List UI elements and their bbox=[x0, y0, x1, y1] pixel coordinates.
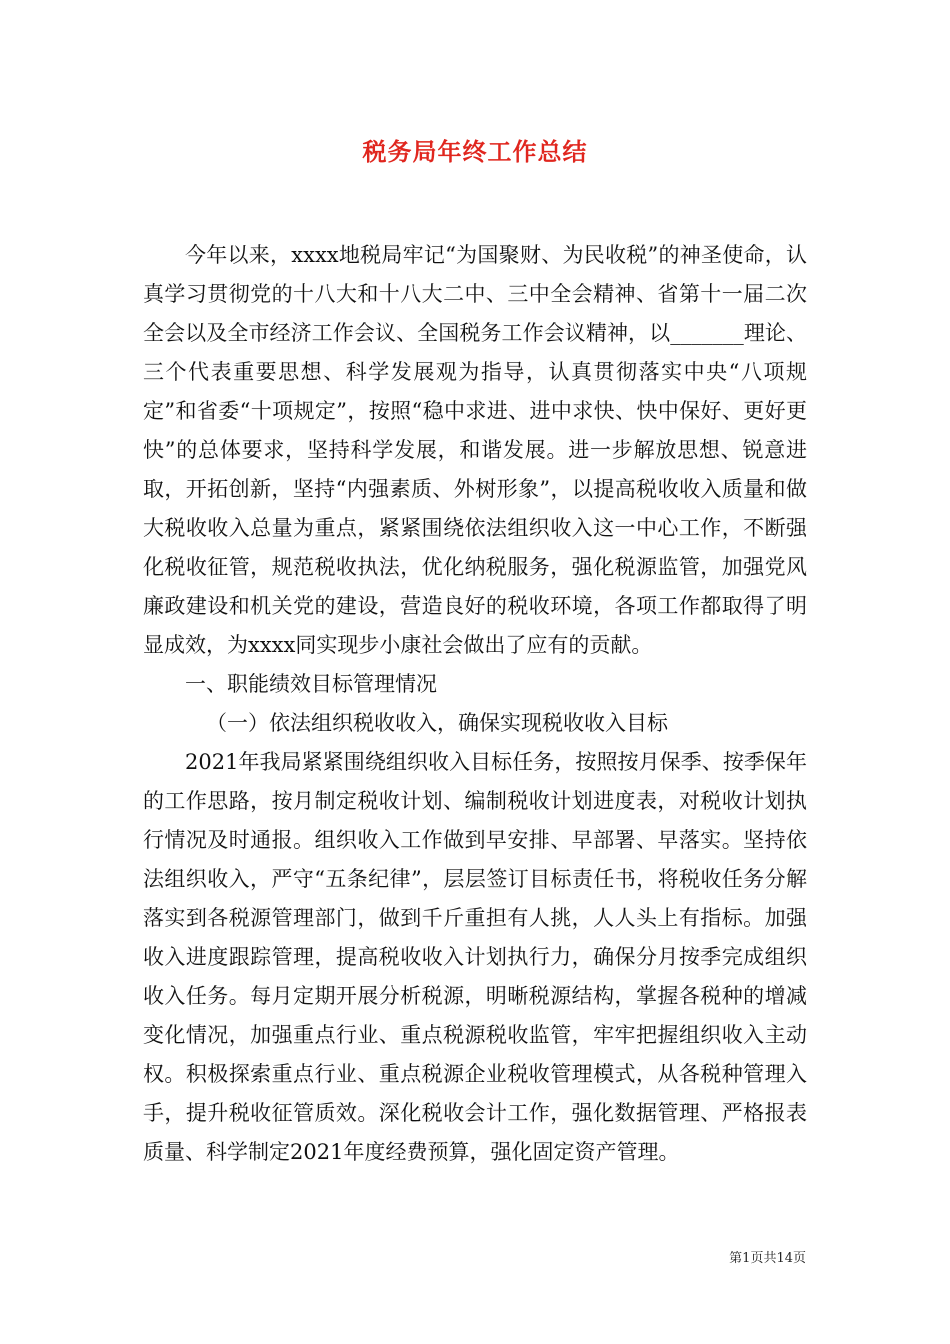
paragraph-intro: 今年以来，xxxx地税局牢记“为国聚财、为民收税”的神圣使命，认真学习贯彻党的十八大和十八大二中、三中全会精神、省第十一届二次全会以及全市经济工作会议、全国税务工作会议精神，以_______理论、三个代表重要思想、科学发展观为指导，认真贯彻落实中央“八项规定”和省委“十项规定”，按照“稳中求进、进中求快、快中保好、更好更快”的总体要求，坚持科学发展，和谐发展。进一步解放思想、锐意进取，开拓创新，坚持“内强素质、外树形象”，以提高税收收入质量和做大税收收入总量为重点，紧紧围绕依法组织收入这一中心工作，不断强化税收征管，规范税收执法，优化纳税服务，强化税源监管，加强党风廉政建设和机关党的建设，营造良好的税收环境，各项工作都取得了明显成效，为xxxx同实现步小康社会做出了应有的贡献。 bbox=[143, 243, 807, 657]
paragraph-revenue: 2021年我局紧紧围绕组织收入目标任务，按照按月保季、按季保年的工作思路，按月制定税收计划、编制税收计划进度表，对税收计划执行情况及时通报。组织收入工作做到早安排、早部署、早落实。坚持依法组织收入，严守“五条纪律”，层层签订目标责任书，将税收任务分解落实到各税源管理部门，做到千斤重担有人挑，人人头上有指标。加强收入进度跟踪管理，提高税收收入计划执行力，确保分月按季完成组织收入任务。每月定期开展分析税源，明晰税源结构，掌握各税种的增减变化情况，加强重点行业、重点税源税收监管，牢牢把握组织收入主动权。积极探索重点行业、重点税源企业税收管理模式，从各税种管理入手，提升税收征管质效。深化税收会计工作，强化数据管理、严格报表质量、科学制定2021年度经费预算，强化固定资产管理。 bbox=[143, 750, 807, 1164]
document-body bbox=[143, 236, 807, 1172]
section-heading-1: 一、职能绩效目标管理情况 bbox=[185, 672, 437, 696]
page-number: 第1页共14页 bbox=[729, 1251, 806, 1266]
document-title: 税务局年终工作总结 bbox=[362, 138, 588, 166]
subsection-heading-1: （一）依法组织税收收入，确保实现税收收入目标 bbox=[206, 711, 668, 735]
